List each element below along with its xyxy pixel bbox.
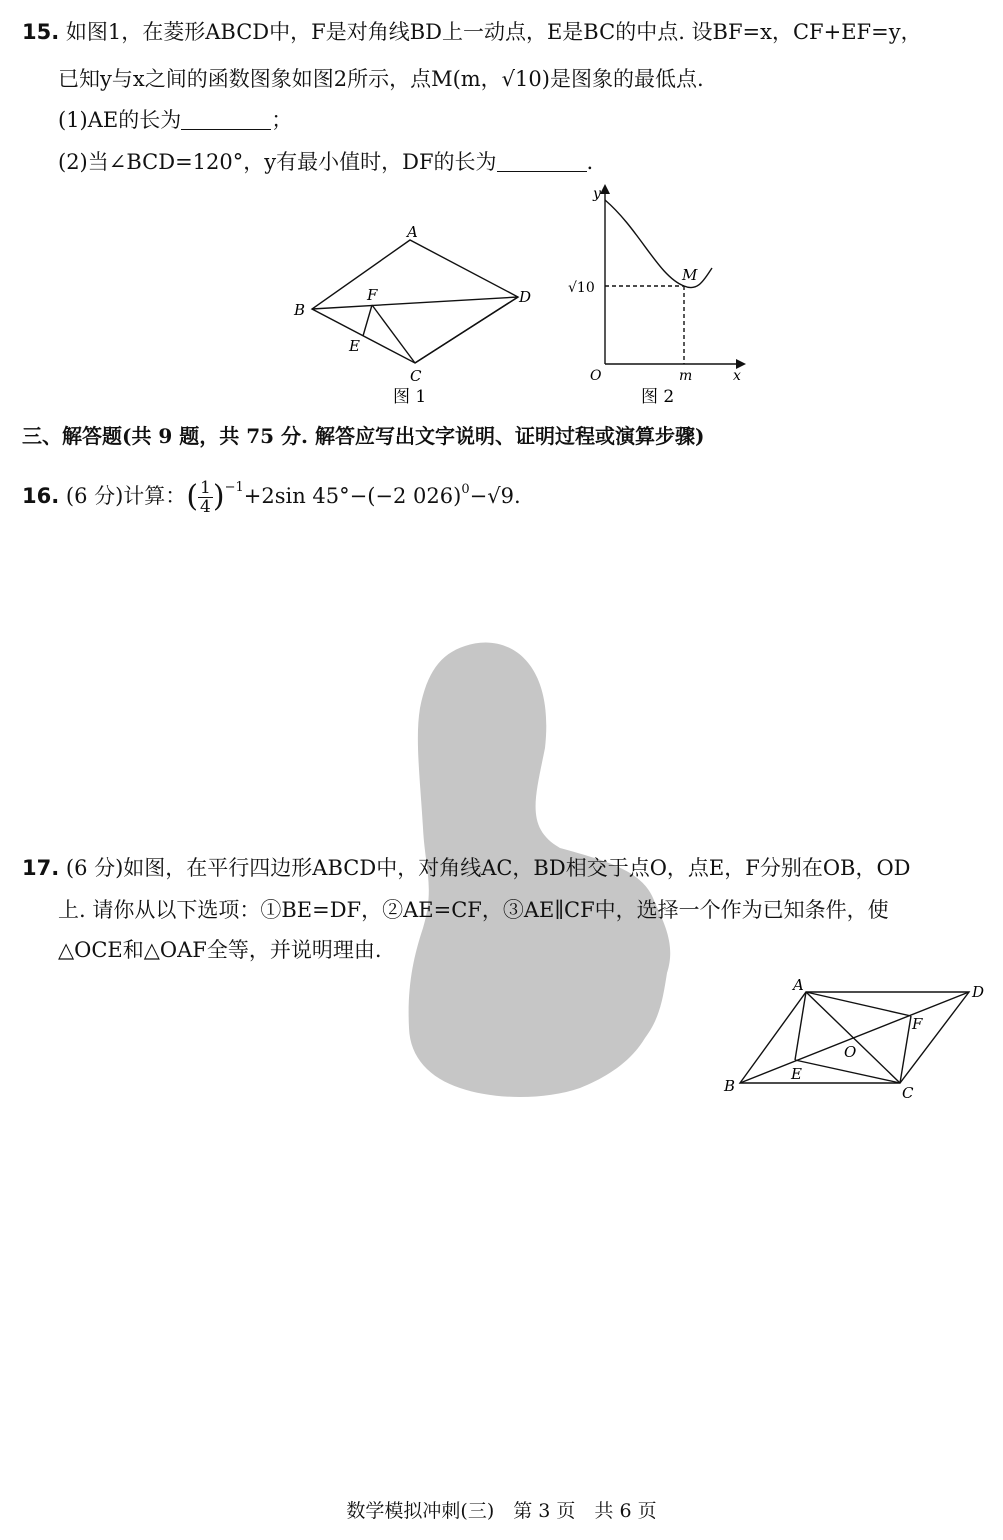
- fig1-label-c: C: [410, 367, 422, 385]
- fig3-label-f: F: [912, 1015, 923, 1033]
- segment-cd: [415, 297, 518, 363]
- fig3-label-e: E: [791, 1065, 802, 1083]
- q16-line: [22, 474, 521, 516]
- q17-number: 17.: [22, 856, 60, 880]
- q15-part2: [58, 148, 593, 176]
- segment-cf: [372, 305, 415, 363]
- fig1-label-b: B: [294, 301, 306, 319]
- q17-text-1: (6 分)如图，在平行四边形ABCD中，对角线AC，BD相交于点O，点E，F分别在OB，OD: [65, 856, 911, 880]
- q16-fraction: [198, 479, 213, 516]
- segment-cf: [900, 1016, 911, 1083]
- q16-zero-exp: 0: [461, 482, 470, 497]
- q15-figure-2: [560, 180, 760, 410]
- segment-ae: [795, 992, 806, 1060]
- fig2-point-m: M: [682, 266, 698, 284]
- section-3-title: 三、解答题(共 9 题，共 75 分. 解答应写出文字说明、证明过程或演算步骤): [22, 424, 705, 448]
- segment-ef: [363, 305, 372, 336]
- fig2-caption: 图 2: [641, 387, 675, 407]
- rhombus-abcd: [312, 240, 518, 363]
- q15-part1-end: ；: [271, 108, 293, 132]
- q17-figure: [718, 972, 990, 1104]
- fig1-label-d: D: [519, 288, 532, 306]
- q17-line3: △OCE和△OAF全等，并说明理由.: [58, 938, 382, 962]
- q16-exponent: −1: [224, 480, 244, 495]
- fig3-label-d: D: [972, 983, 985, 1001]
- fig2-x-tick: m: [679, 368, 693, 384]
- q15-answer-blank-2[interactable]: [497, 151, 587, 172]
- fig1-caption: 图 1: [393, 387, 427, 407]
- q15-line2: 已知y与x之间的函数图象如图2所示，点M(m，√10)是图象的最低点.: [58, 67, 704, 91]
- diagonal-bd: [312, 297, 518, 309]
- fig1-label-a: A: [407, 223, 418, 241]
- q15-text-1: 如图1，在菱形ABCD中，F是对角线BD上一动点，E是BC的中点. 设BF=x，CF+EF=y，: [65, 20, 922, 44]
- fig3-label-b: B: [724, 1077, 736, 1095]
- fig2-y-label: y: [593, 186, 601, 202]
- q15-part1-text: (1)AE的长为: [58, 108, 182, 132]
- q17-line2: 上. 请你从以下选项：①BE=DF，②AE=CF，③AE∥CF中，选择一个作为已知条件，使: [58, 898, 889, 922]
- q15-line1: [22, 18, 922, 46]
- q16-prefix: (6 分)计算：: [65, 484, 187, 508]
- fig2-x-label: x: [733, 368, 741, 384]
- q16-paren-close: ): [212, 479, 225, 514]
- q16-tail: −√9.: [469, 484, 521, 508]
- q16-frac-den: 4: [200, 497, 211, 517]
- q16-frac-num: 1: [200, 478, 211, 498]
- fig2-origin-label: O: [590, 368, 602, 384]
- fig3-label-c: C: [902, 1084, 914, 1102]
- q17-line1: [22, 854, 911, 882]
- fig1-label-e: E: [349, 337, 360, 355]
- q16-paren-open: (: [186, 479, 199, 514]
- segment-af: [806, 992, 911, 1016]
- q15-number: 15.: [22, 20, 60, 44]
- q16-rest: +2sin 45°−(−2 026): [243, 484, 462, 508]
- fig1-label-f: F: [367, 286, 378, 304]
- q15-part2-end: .: [586, 150, 594, 174]
- q15-part1: [58, 106, 292, 134]
- q15-part2-text: (2)当∠BCD=120°，y有最小值时，DF的长为: [58, 150, 497, 174]
- page-footer: 数学模拟冲刺(三) 第 3 页 共 6 页: [346, 1500, 657, 1522]
- fig3-label-a: A: [793, 976, 804, 994]
- y-axis-arrow: [600, 184, 610, 194]
- segment-ce: [795, 1060, 900, 1083]
- fig3-label-o: O: [844, 1043, 857, 1061]
- q16-number: 16.: [22, 484, 60, 508]
- q15-figure-1: [280, 218, 540, 408]
- q15-answer-blank-1[interactable]: [181, 109, 271, 130]
- fig2-y-tick: √10: [568, 280, 595, 296]
